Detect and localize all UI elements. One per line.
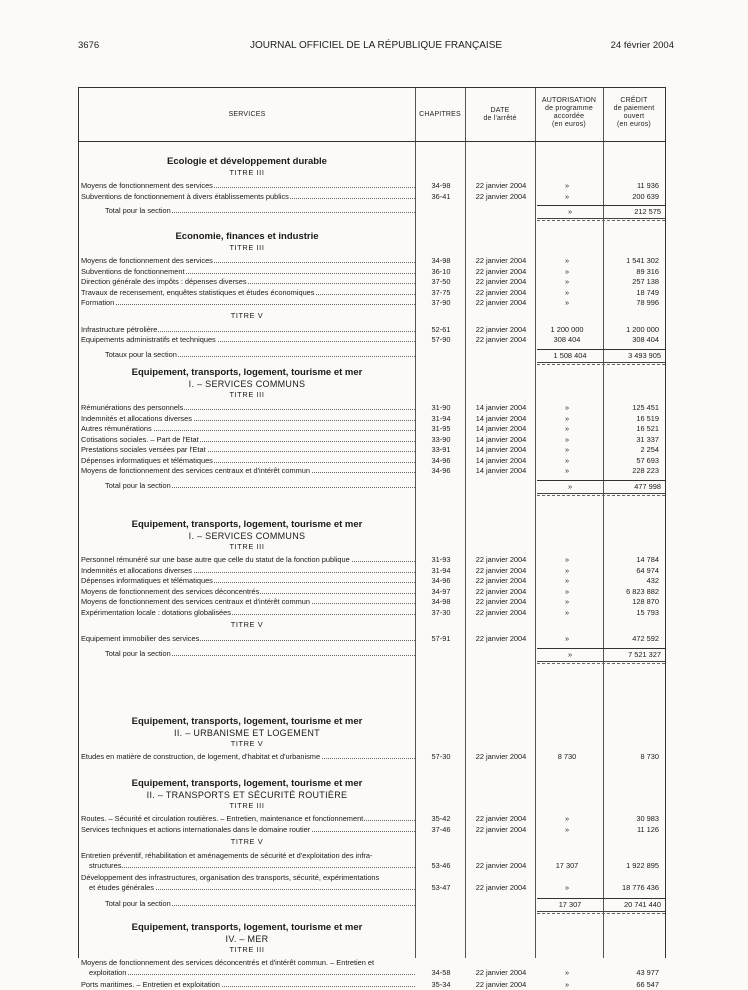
table-row: [79, 444, 665, 455]
chapitre-cell: 53-46: [431, 861, 451, 870]
section-title: Equipement, transports, logement, tourisme et mer: [131, 367, 363, 378]
service-cell: [81, 860, 415, 871]
date-cell: 22 janvier 2004: [475, 861, 527, 870]
service-cell: [81, 850, 415, 861]
section-title: Equipement, transports, logement, tourisme et mer: [131, 778, 363, 789]
total-label: Total pour la section: [105, 648, 171, 658]
date-cell: 22 janvier 2004: [475, 277, 527, 286]
credit-cell: 1 541 302: [626, 256, 659, 265]
autorisation-cell: »: [564, 466, 570, 475]
autorisation-cell: 308 404: [553, 335, 581, 344]
total-label: Total pour la section: [105, 206, 171, 215]
total-autorisation: »: [537, 205, 603, 217]
chapitre-cell: 34-97: [431, 586, 451, 596]
service-label: Infrastructure pétrolière: [81, 324, 158, 334]
date-cell: 14 janvier 2004: [475, 445, 527, 454]
autorisation-cell: 8 730: [557, 752, 577, 761]
service-cell: [81, 287, 415, 298]
total-rule: [537, 495, 665, 496]
publication-date: 24 février 2004: [610, 40, 674, 51]
autorisation-cell: »: [564, 191, 570, 201]
table-row: [79, 586, 665, 597]
table-row: [79, 402, 665, 413]
total-credit: 3 493 905: [603, 349, 665, 361]
chapitre-cell: 34-98: [431, 256, 451, 265]
service-label: Moyens de fonctionnement des services: [81, 256, 213, 265]
total-rule: [537, 220, 665, 221]
date-cell: 14 janvier 2004: [475, 403, 527, 412]
table-row: [79, 180, 665, 191]
service-label: Cotisations sociales. – Part de l'Etat: [81, 434, 199, 444]
credit-cell: 89 316: [636, 266, 659, 276]
service-cell: [81, 957, 415, 968]
credit-cell: 472 592: [632, 634, 659, 643]
autorisation-cell: »: [564, 424, 570, 433]
chapitre-cell: 57-90: [431, 335, 451, 344]
autorisation-cell: »: [564, 565, 570, 575]
credit-cell: 308 404: [632, 335, 659, 344]
service-label: Moyens de fonctionnement des services déconcentrés et d'intérêt commun. – Entretien et: [81, 958, 375, 967]
chapitre-cell: 53-47: [431, 883, 451, 892]
service-cell: [81, 586, 415, 597]
total-label-cell: [105, 898, 415, 909]
table-row: [79, 423, 665, 434]
total-rule: [537, 661, 665, 662]
section-subtitle: II. – URBANISME ET LOGEMENT: [174, 728, 320, 738]
autorisation-cell: »: [564, 181, 570, 190]
total-rule: [537, 362, 665, 363]
chapitre-cell: 34-98: [431, 597, 451, 606]
date-cell: 14 janvier 2004: [475, 413, 527, 423]
page-number: 3676: [78, 40, 100, 51]
table-row: [79, 813, 665, 824]
service-label: Moyens de fonctionnement des services centraux et d'intérêt commun: [81, 466, 310, 475]
service-label: Direction générale des impôts : dépenses diverses: [81, 277, 247, 286]
titre-heading: TITRE V: [230, 620, 264, 629]
credit-cell: 11 126: [636, 824, 659, 834]
service-label: Développement des infrastructures, organisation des transports, sécurité, expérimentations: [81, 873, 380, 882]
table-row: [79, 824, 665, 835]
autorisation-cell: 17 307: [555, 861, 579, 870]
autorisation-cell: »: [564, 634, 570, 643]
date-cell: 22 janvier 2004: [475, 752, 527, 761]
table-row: [79, 575, 665, 586]
table-row: [79, 633, 665, 644]
table-row: [79, 334, 665, 345]
chapitre-cell: 33-91: [431, 445, 451, 454]
table-row: [79, 276, 665, 287]
table-row: [79, 191, 665, 202]
service-label: Dépenses informatiques et télématiques: [81, 455, 213, 465]
credit-cell: 18 776 436: [622, 883, 659, 892]
service-cell: [81, 554, 415, 565]
chapitre-cell: 36-41: [431, 191, 451, 201]
total-autorisation: 17 307: [537, 898, 603, 910]
service-cell: [81, 423, 415, 434]
titre-heading: TITRE III: [229, 945, 265, 954]
budget-table: [78, 87, 666, 989]
service-cell: [81, 297, 415, 308]
chapitre-cell: 34-96: [431, 466, 451, 475]
table-row: [79, 434, 665, 445]
total-label: Total pour la section: [105, 899, 171, 908]
service-label: Expérimentation locale : dotations globalisées: [81, 607, 231, 617]
service-cell: [81, 455, 415, 466]
table-row: [79, 266, 665, 277]
service-label: Prestations sociales versées par l'Etat: [81, 445, 206, 454]
table-row: [79, 297, 665, 308]
total-label: Total pour la section: [105, 480, 171, 490]
section-subtitle: IV. – MER: [225, 934, 269, 944]
service-label: Travaux de recensement, enquêtes statistiques et études économiques: [81, 287, 315, 297]
service-cell: [81, 324, 415, 335]
service-cell: [81, 402, 415, 413]
total-rule: [537, 911, 665, 912]
total-rule: [537, 493, 665, 494]
titre-heading: TITRE V: [230, 739, 264, 748]
autorisation-cell: »: [564, 413, 570, 423]
service-label: Entretien préventif, réhabilitation et aménagements de sécurité et d'exploitation des infra-: [81, 851, 373, 860]
date-cell: 22 janvier 2004: [475, 256, 527, 265]
chapitre-cell: 34-58: [431, 968, 451, 977]
chapitre-cell: 36-10: [431, 266, 451, 276]
chapitre-cell: 57-30: [431, 752, 451, 761]
titre-heading: TITRE V: [230, 837, 264, 846]
service-cell: [81, 276, 415, 287]
chapitre-cell: 34-98: [431, 181, 451, 190]
autorisation-cell: »: [564, 298, 570, 307]
chapitre-cell: 34-96: [431, 576, 451, 585]
service-cell: [81, 444, 415, 455]
service-cell: [81, 565, 415, 576]
section-subtitle: I. – SERVICES COMMUNS: [188, 531, 306, 541]
chapitre-cell: 52-61: [431, 324, 451, 334]
table-row: [79, 255, 665, 266]
service-label: Autres rémunérations: [81, 424, 152, 433]
credit-cell: 15 793: [636, 607, 659, 617]
col-header-autorisation: AUTORISATION de programme accordée (en euros): [541, 97, 597, 128]
service-cell: [81, 465, 415, 476]
titre-heading: TITRE III: [229, 801, 265, 810]
service-cell: [81, 180, 415, 191]
total-credit: 477 998: [603, 480, 665, 492]
credit-cell: 1 200 000: [626, 324, 659, 334]
credit-cell: 57 693: [636, 455, 659, 465]
date-cell: 22 janvier 2004: [475, 266, 527, 276]
autorisation-cell: »: [564, 277, 570, 286]
date-cell: 22 janvier 2004: [475, 586, 527, 596]
table-row: [79, 596, 665, 607]
autorisation-cell: »: [564, 403, 570, 412]
table-row: [79, 554, 665, 565]
chapitre-cell: 33-90: [431, 434, 451, 444]
table-row: [79, 455, 665, 466]
total-row: [79, 648, 665, 659]
col-header-date: DATE de l'arrêté: [483, 106, 517, 122]
service-label: Etudes en matière de construction, de logement, d'habitat et d'urbanisme: [81, 752, 321, 761]
autorisation-cell: »: [564, 287, 570, 297]
date-cell: 22 janvier 2004: [475, 335, 527, 344]
service-label: Ports maritimes. – Entretien et exploitation: [81, 980, 220, 989]
credit-cell: 64 974: [636, 565, 659, 575]
total-credit: 7 521 327: [603, 648, 665, 660]
service-cell: [81, 751, 415, 762]
date-cell: 14 janvier 2004: [475, 466, 527, 475]
autorisation-cell: »: [564, 814, 570, 823]
credit-cell: 14 784: [636, 555, 659, 564]
service-label: Services techniques et actions internationales dans le domaine routier: [81, 824, 311, 834]
chapitre-cell: 35-42: [431, 814, 451, 823]
table-row: [79, 413, 665, 424]
credit-cell: 30 983: [636, 814, 659, 823]
section-title: Equipement, transports, logement, tourisme et mer: [131, 716, 363, 727]
table-row: [79, 979, 665, 990]
service-cell: [81, 813, 415, 824]
service-label: Rémunérations des personnels: [81, 403, 184, 412]
service-cell: [81, 633, 415, 644]
service-label: et études générales: [81, 883, 155, 892]
chapitre-cell: 57-91: [431, 634, 451, 643]
total-label-cell: [105, 205, 415, 216]
autorisation-cell: »: [564, 455, 570, 465]
table-row: [79, 607, 665, 618]
chapitre-cell: 37-75: [431, 287, 451, 297]
titre-heading: TITRE III: [229, 243, 265, 252]
credit-cell: 18 749: [636, 287, 659, 297]
date-cell: 22 janvier 2004: [475, 634, 527, 643]
service-cell: [81, 255, 415, 266]
autorisation-cell: »: [564, 597, 570, 606]
date-cell: 22 janvier 2004: [475, 980, 527, 989]
total-row: [79, 205, 665, 216]
autorisation-cell: 1 200 000: [550, 324, 584, 334]
credit-cell: 11 936: [636, 181, 659, 190]
autorisation-cell: »: [564, 266, 570, 276]
service-label: Equipements administratifs et techniques: [81, 335, 216, 344]
total-row: [79, 480, 665, 491]
chapitre-cell: 37-50: [431, 277, 451, 286]
chapitre-cell: 31-94: [431, 413, 451, 423]
service-cell: [81, 413, 415, 424]
date-cell: 22 janvier 2004: [475, 824, 527, 834]
total-autorisation: »: [537, 648, 603, 660]
service-label: Subventions de fonctionnement à divers établissements publics: [81, 191, 289, 201]
credit-cell: 16 519: [636, 413, 659, 423]
section-title: Ecologie et développement durable: [167, 156, 327, 167]
credit-cell: 128 870: [632, 597, 659, 606]
autorisation-cell: »: [564, 555, 570, 564]
chapitre-cell: 37-30: [431, 607, 451, 617]
table-row: [79, 287, 665, 298]
date-cell: 14 janvier 2004: [475, 424, 527, 433]
table-row-continuation: [79, 860, 665, 871]
journal-title: JOURNAL OFFICIEL DE LA RÉPUBLIQUE FRANÇAISE: [249, 40, 503, 51]
total-autorisation: 1 508 404: [537, 349, 603, 361]
autorisation-cell: »: [564, 607, 570, 617]
autorisation-cell: »: [564, 824, 570, 834]
section-subtitle: II. – TRANSPORTS ET SÉCURITÉ ROUTIÈRE: [146, 790, 348, 800]
total-rule: [537, 663, 665, 664]
chapitre-cell: 37-46: [431, 824, 451, 834]
credit-cell: 125 451: [632, 403, 659, 412]
service-label: Moyens de fonctionnement des services: [81, 181, 213, 190]
date-cell: 14 janvier 2004: [475, 455, 527, 465]
date-cell: 22 janvier 2004: [475, 968, 527, 977]
total-rule: [537, 364, 665, 365]
section-title: Equipement, transports, logement, tourisme et mer: [131, 519, 363, 530]
section-subtitle: I. – SERVICES COMMUNS: [188, 379, 306, 389]
chapitre-cell: 35-34: [431, 980, 451, 989]
service-cell: [81, 434, 415, 445]
total-autorisation: »: [537, 480, 603, 492]
date-cell: 22 janvier 2004: [475, 298, 527, 307]
autorisation-cell: »: [564, 576, 570, 585]
titre-heading: TITRE III: [229, 390, 265, 399]
chapitre-cell: 37-90: [431, 298, 451, 307]
col-header-services: SERVICES: [228, 110, 266, 118]
total-label: Totaux pour la section: [105, 349, 177, 359]
date-cell: 22 janvier 2004: [475, 555, 527, 564]
section-title: Equipement, transports, logement, tourisme et mer: [131, 922, 363, 933]
page-header: [78, 40, 674, 54]
table-row: [79, 324, 665, 335]
credit-cell: 43 977: [636, 968, 659, 977]
total-label-cell: [105, 648, 415, 659]
service-cell: [81, 334, 415, 345]
service-label: exploitation: [81, 968, 127, 977]
credit-cell: 228 223: [632, 466, 659, 475]
credit-cell: 257 138: [632, 277, 659, 286]
service-cell: [81, 266, 415, 277]
credit-cell: 2 254: [640, 445, 659, 454]
service-label: Personnel rémunéré sur une base autre que celle du statut de la fonction publique: [81, 555, 350, 564]
chapitre-cell: 31-94: [431, 565, 451, 575]
date-cell: 22 janvier 2004: [475, 324, 527, 334]
service-cell: [81, 882, 415, 893]
service-label: Indemnités et allocations diverses: [81, 565, 192, 575]
table-body: [79, 142, 665, 989]
titre-heading: TITRE III: [229, 168, 265, 177]
table-row: [79, 465, 665, 476]
total-rule: [537, 913, 665, 914]
titre-heading: TITRE III: [229, 542, 265, 551]
credit-cell: 200 639: [632, 191, 659, 201]
total-credit: 20 741 440: [603, 898, 665, 910]
table-header: [79, 88, 665, 142]
service-cell: [81, 967, 415, 978]
date-cell: 22 janvier 2004: [475, 565, 527, 575]
service-label: Equipement immobilier des services: [81, 634, 200, 643]
date-cell: 22 janvier 2004: [475, 191, 527, 201]
chapitre-cell: 31-90: [431, 403, 451, 412]
col-header-chapitres: CHAPITRES: [419, 110, 461, 118]
table-row: [79, 565, 665, 576]
credit-cell: 31 337: [636, 434, 659, 444]
col-header-credit: CRÉDIT de paiement ouvert (en euros): [613, 97, 655, 128]
chapitre-cell: 31-95: [431, 424, 451, 433]
credit-cell: 1 922 895: [626, 861, 659, 870]
titre-heading: TITRE V: [230, 310, 264, 320]
autorisation-cell: »: [564, 968, 570, 977]
service-label: Routes. – Sécurité et circulation routières. – Entretien, maintenance et fonctionnement: [81, 814, 364, 823]
date-cell: 14 janvier 2004: [475, 434, 527, 444]
chapitre-cell: 34-96: [431, 455, 451, 465]
autorisation-cell: »: [564, 980, 570, 989]
table-row-continuation: [79, 882, 665, 893]
credit-cell: 78 996: [636, 298, 659, 307]
total-rule: [537, 218, 665, 219]
service-cell: [81, 979, 415, 990]
date-cell: 22 janvier 2004: [475, 607, 527, 617]
date-cell: 22 janvier 2004: [475, 287, 527, 297]
total-row: [79, 898, 665, 909]
date-cell: 22 janvier 2004: [475, 597, 527, 606]
autorisation-cell: »: [564, 256, 570, 265]
total-label-cell: [105, 349, 415, 360]
service-cell: [81, 824, 415, 835]
service-cell: [81, 191, 415, 202]
total-label-cell: [105, 480, 415, 491]
chapitre-cell: 31-93: [431, 555, 451, 564]
credit-cell: 66 547: [636, 980, 659, 989]
service-cell: [81, 607, 415, 618]
section-title: Economie, finances et industrie: [175, 231, 319, 242]
service-label: Moyens de fonctionnement des services centraux et d'intérêt commun: [81, 597, 310, 606]
service-cell: [81, 575, 415, 586]
date-cell: 22 janvier 2004: [475, 883, 527, 892]
date-cell: 22 janvier 2004: [475, 814, 527, 823]
service-cell: [81, 872, 415, 883]
credit-cell: 432: [646, 576, 659, 585]
credit-cell: 16 521: [636, 424, 659, 433]
credit-cell: 6 823 882: [626, 586, 659, 596]
service-label: structures: [81, 861, 122, 870]
service-label: Indemnités et allocations diverses: [81, 413, 192, 423]
service-label: Dépenses informatiques et télématiques: [81, 576, 213, 585]
date-cell: 22 janvier 2004: [475, 181, 527, 190]
table-row: [79, 751, 665, 762]
service-label: Moyens de fonctionnement des services déconcentrés: [81, 586, 260, 596]
autorisation-cell: »: [564, 883, 570, 892]
credit-cell: 8 730: [640, 752, 659, 761]
date-cell: 22 janvier 2004: [475, 576, 527, 585]
autorisation-cell: »: [564, 586, 570, 596]
service-label: Formation: [81, 298, 115, 307]
table-row-continuation: [79, 967, 665, 978]
service-label: Subventions de fonctionnement: [81, 266, 185, 276]
autorisation-cell: »: [564, 445, 570, 454]
total-credit: 212 575: [603, 205, 665, 217]
total-row: [79, 349, 665, 360]
service-cell: [81, 596, 415, 607]
autorisation-cell: »: [564, 434, 570, 444]
